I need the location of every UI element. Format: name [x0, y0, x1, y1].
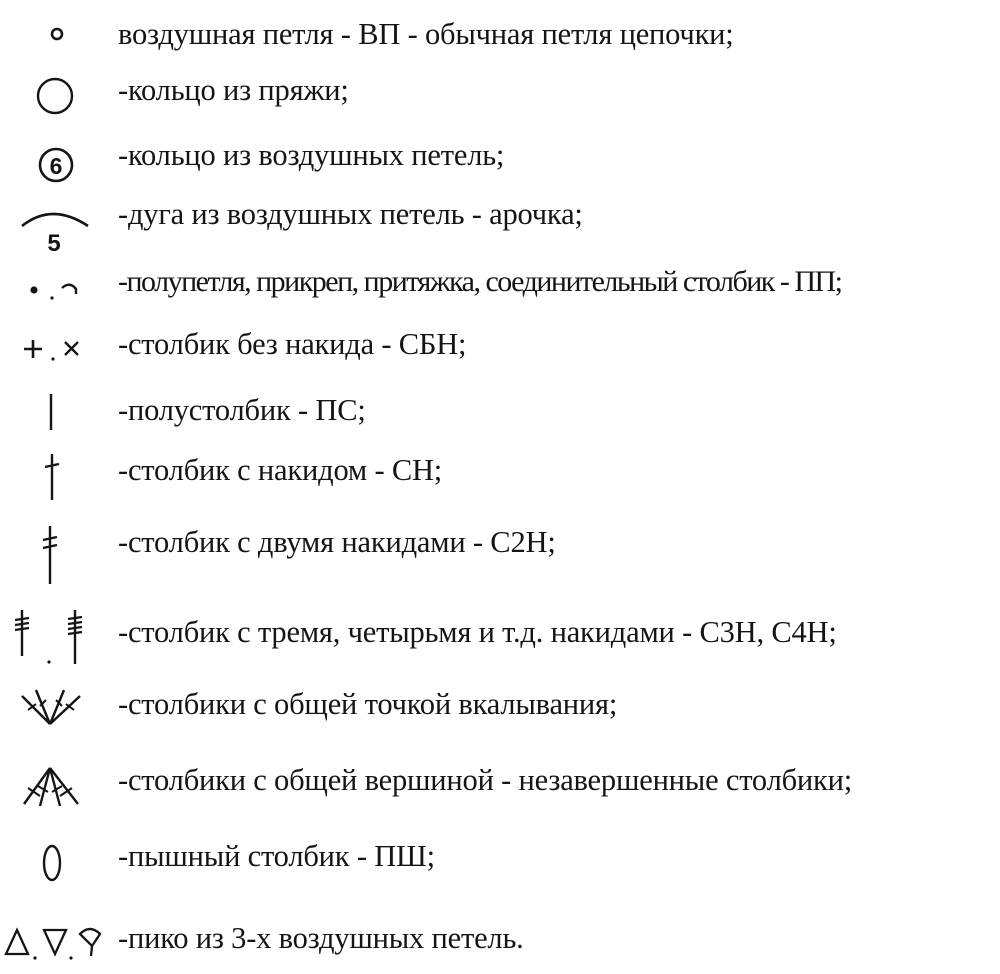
- chain-arch-icon: [0, 196, 118, 256]
- legend-text: -полупетля, прикреп, притяжка, соединительный столбик - ПП;: [118, 265, 842, 298]
- cluster-stitches-icon: [0, 762, 118, 812]
- multi-yarnover-crochet-icon: [0, 608, 118, 672]
- treble-crochet-icon: [0, 524, 118, 586]
- half-double-crochet-icon: [0, 392, 118, 436]
- chain-ring-count: 6: [49, 153, 63, 179]
- picot-icon: [0, 920, 118, 964]
- legend-text: -кольцо из пряжи;: [118, 73, 349, 107]
- legend-text: -пико из 3-х воздушных петель.: [118, 921, 524, 955]
- slip-stitch-icon: [0, 264, 118, 304]
- legend-text: -кольцо из воздушных петель;: [118, 138, 505, 172]
- legend-text: -столбики с общей вершиной - незавершенные столбики;: [118, 763, 853, 797]
- chain-arch-count: 5: [47, 230, 61, 257]
- single-crochet-icon: [0, 326, 118, 366]
- puff-stitch-icon: [0, 838, 118, 888]
- legend-text: -столбики с общей точкой вкалывания;: [118, 687, 618, 721]
- legend-text: -столбик с накидом - СН;: [118, 453, 443, 487]
- legend-text: -полустолбик - ПС;: [118, 393, 366, 427]
- legend-text: -пышный столбик - ПШ;: [118, 839, 435, 873]
- double-crochet-icon: [0, 452, 118, 502]
- chain-stitch-icon: [0, 16, 118, 52]
- legend-text: -столбик с тремя, четырьмя и т.д. накидами - С3Н, С4Н;: [118, 615, 837, 649]
- legend-text: -столбик без накида - СБН;: [118, 327, 467, 361]
- shell-stitches-icon: [0, 686, 118, 736]
- chain-ring-icon: [0, 137, 118, 187]
- legend-text: -столбик с двумя накидами - С2Н;: [118, 525, 556, 559]
- legend-text: воздушная петля - ВП - обычная петля цепочки;: [118, 17, 734, 51]
- legend-text: -дуга из воздушных петель - арочка;: [118, 197, 583, 231]
- yarn-ring-icon: [0, 72, 118, 116]
